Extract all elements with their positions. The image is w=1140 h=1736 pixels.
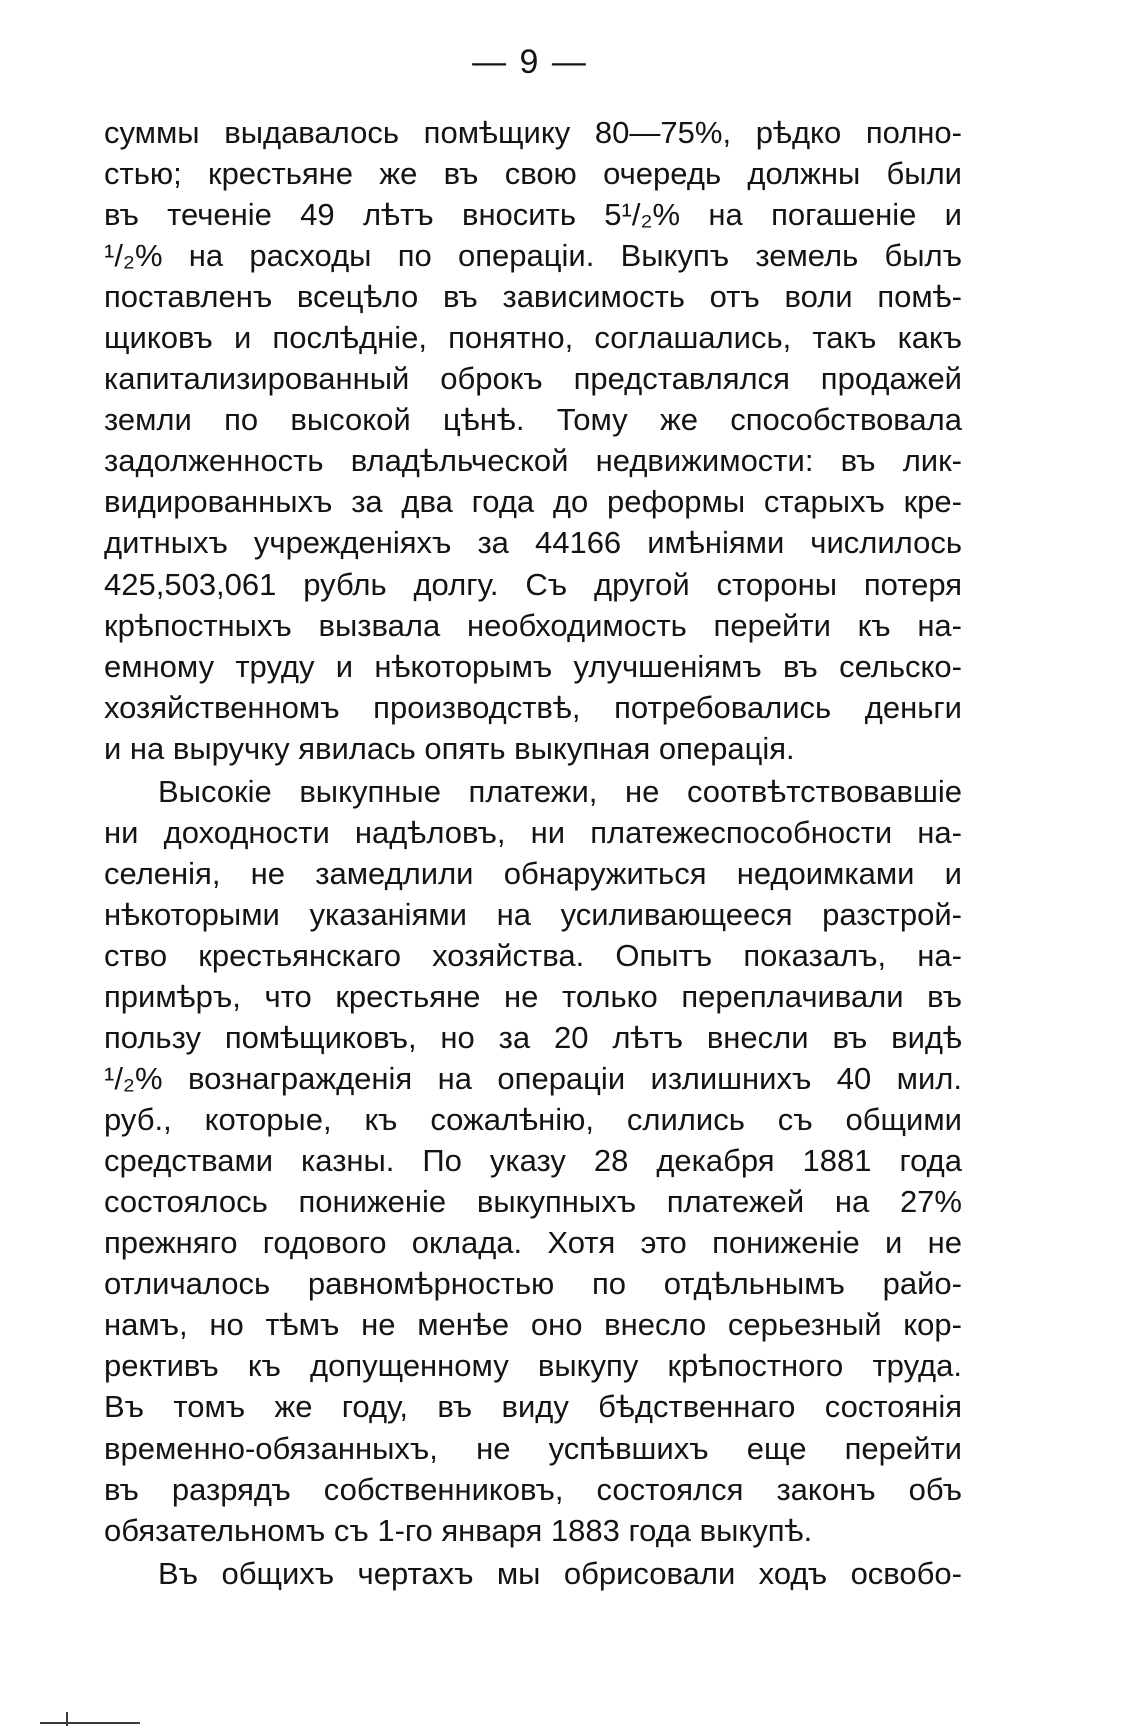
text-line: 425,503,061 рубль долгу. Съ другой стороны потеря [104,566,962,602]
text-line: ¹/₂% вознагражденія на операціи излишнихъ 40 мил. [104,1061,962,1097]
text-line: рективъ къ допущенному выкупу крѣпостного труда. [104,1348,962,1384]
text-line: и на выручку явилась опять выкупная операція. [104,730,795,766]
body-text [104,112,962,1594]
text-line: земли по высокой цѣнѣ. Тому же способствовала [104,402,962,438]
text-line: видированныхъ за два года до реформы старыхъ кре- [104,484,962,520]
text-line: суммы выдавалось помѣщику 80—75%, рѣдко полно- [104,115,962,150]
text-line: въ разрядъ собственниковъ, состоялся законъ объ [104,1471,962,1507]
page-number: — 9 — [472,43,588,81]
text-line: отличалось равномѣрностью по отдѣльнымъ райо- [104,1266,962,1302]
text-line: прежняго годового оклада. Хотя это пониженіе и не [104,1225,962,1261]
text-line: намъ, но тѣмъ не менѣе оно внесло серьезный кор- [104,1307,962,1343]
text-line: нѣкоторыми указаніями на усиливающееся разстрой- [104,896,962,932]
paragraph-2 [104,771,962,1551]
text-line: капитализированный оброкъ представлялся продажей [104,361,962,397]
text-line: пользу помѣщиковъ, но за 20 лѣтъ внесли въ видѣ [104,1020,962,1056]
text-line: задолженность владѣльческой недвижимости: въ лик- [104,443,962,479]
text-line: Въ томъ же году, въ виду бѣдственнаго состоянія [104,1389,962,1425]
text-line: средствами казны. По указу 28 декабря 1881 года [104,1143,962,1179]
text-line: емному труду и нѣкоторымъ улучшеніямъ въ сельско- [104,648,962,684]
text-line: дитныхъ учрежденіяхъ за 44166 имѣніями числилось [104,525,962,561]
paragraph-3 [104,1553,962,1594]
scan-artifact [40,1722,140,1724]
text-line: Высокіе выкупные платежи, не соотвѣтствовавшіе [158,773,962,809]
text-line: руб., которые, къ сожалѣнію, слились съ общими [104,1102,962,1138]
text-line: селенія, не замедлили обнаружиться недоимками и [104,855,962,891]
text-line: поставленъ всецѣло въ зависимость отъ воли помѣ- [104,279,962,315]
text-line: примѣръ, что крестьяне не только переплачивали въ [104,978,962,1014]
text-line: стью; крестьяне же въ свою очередь должны были [104,156,962,192]
text-line: обязательномъ съ 1-го января 1883 года выкупѣ. [104,1512,813,1548]
text-line: хозяйственномъ производствѣ, потребовались деньги [104,689,962,725]
text-line: ¹/₂% на расходы по операціи. Выкупъ земель былъ [104,238,962,274]
text-line: щиковъ и послѣдніе, понятно, соглашались, такъ какъ [104,320,962,356]
text-line: ство крестьянскаго хозяйства. Опытъ показалъ, на- [104,937,962,973]
text-line: временно-обязанныхъ, не успѣвшихъ еще перейти [104,1430,962,1466]
text-line: состоялось пониженіе выкупныхъ платежей на 27% [104,1184,962,1220]
text-line: ни доходности надѣловъ, ни платежеспособности на- [104,814,962,850]
text-line: крѣпостныхъ вызвала необходимость перейти къ на- [104,607,962,643]
text-line: въ теченіе 49 лѣтъ вносить 5¹/₂% на погашеніе и [104,197,962,233]
paragraph-1 [104,112,962,769]
text-line: Въ общихъ чертахъ мы обрисовали ходъ освобо- [158,1555,962,1591]
scan-artifact [66,1712,68,1726]
